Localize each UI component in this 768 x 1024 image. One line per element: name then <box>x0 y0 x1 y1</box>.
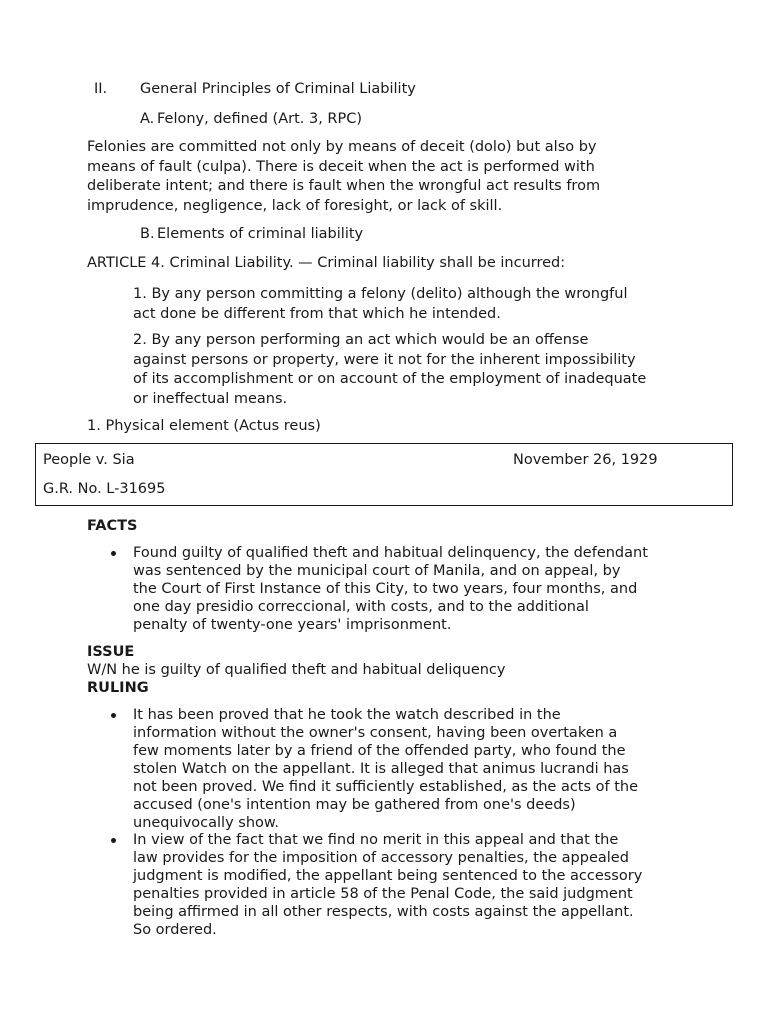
subsection-b-letter: B. <box>140 226 155 242</box>
paragraph-line: was sentenced by the municipal court of Manila, and on appeal, by <box>133 563 621 579</box>
subsection-a-title: Felony, defined (Art. 3, RPC) <box>157 111 363 127</box>
article-4-item-2 <box>133 331 646 409</box>
case-date: November 26, 1929 <box>513 452 658 468</box>
paragraph-line: not been proved. We find it sufficiently established, as the acts of the <box>133 779 639 795</box>
section-numeral: II. <box>94 81 108 97</box>
ruling-heading: RULING <box>87 680 149 696</box>
paragraph-line: being affirmed in all other respects, with costs against the appellant. <box>133 904 634 920</box>
issue-heading: ISSUE <box>87 644 135 660</box>
paragraph-line: penalties provided in article 58 of the Penal Code, the said judgment <box>133 886 633 902</box>
paragraph-line: law provides for the imposition of accessory penalties, the appealed <box>133 850 629 866</box>
felony-definition-paragraph <box>87 138 600 216</box>
paragraph-line: penalty of twenty-one years' imprisonment. <box>133 617 452 633</box>
issue-text: W/N he is guilty of qualified theft and habitual deliquency <box>87 662 506 678</box>
ruling-bullet-2 <box>133 831 642 939</box>
paragraph-line: In view of the fact that we find no merit in this appeal and that the <box>133 832 619 848</box>
paragraph-line: Felonies are committed not only by means of deceit (dolo) but also by <box>87 139 597 155</box>
paragraph-line: of its accomplishment or on account of the employment of inadequate <box>133 371 647 388</box>
paragraph-line: It has been proved that he took the watch described in the <box>133 707 561 723</box>
paragraph-line: or ineffectual means. <box>133 390 288 407</box>
paragraph-line: against persons or property, were it not for the inherent impossibility <box>133 351 636 368</box>
paragraph-line: information without the owner's consent, having been overtaken a <box>133 725 618 741</box>
article-4-heading: ARTICLE 4. Criminal Liability. — Criminal liability shall be incurred: <box>87 255 566 271</box>
paragraph-line: one day presidio correccional, with costs, and to the additional <box>133 599 589 615</box>
case-header-box <box>35 443 733 506</box>
bullet-dot-icon <box>111 551 116 556</box>
paragraph-line: 1. By any person committing a felony (delito) although the wrongful <box>133 286 628 302</box>
facts-bullet-1 <box>133 544 648 634</box>
paragraph-line: judgment is modified, the appellant being sentenced to the accessory <box>133 868 643 884</box>
case-gr-number: G.R. No. L-31695 <box>43 481 166 497</box>
paragraph-line: deliberate intent; and there is fault when the wrongful act results from <box>87 178 601 195</box>
bullet-dot-icon <box>111 838 116 843</box>
paragraph-line: act done be different from that which he intended. <box>133 305 501 322</box>
paragraph-line: So ordered. <box>133 922 217 938</box>
paragraph-line: stolen Watch on the appellant. It is alleged that animus lucrandi has <box>133 761 629 777</box>
section-title: General Principles of Criminal Liability <box>140 81 416 97</box>
paragraph-line: few moments later by a friend of the offended party, who found the <box>133 743 626 759</box>
ruling-bullet-1 <box>133 706 638 832</box>
bullet-dot-icon <box>111 713 116 718</box>
paragraph-line: accused (one's intention may be gathered from one's deeds) <box>133 797 576 813</box>
paragraph-line: means of fault (culpa). There is deceit when the act is performed with <box>87 158 595 175</box>
paragraph-line: Found guilty of qualified theft and habitual delinquency, the defendant <box>133 545 648 561</box>
paragraph-line: unequivocally show. <box>133 815 280 831</box>
case-name: People v. Sia <box>43 452 135 468</box>
subsection-b-title: Elements of criminal liability <box>157 226 364 242</box>
physical-element-heading: 1. Physical element (Actus reus) <box>87 418 321 434</box>
paragraph-line: 2. By any person performing an act which would be an offense <box>133 332 589 348</box>
paragraph-line: imprudence, negligence, lack of foresight, or lack of skill. <box>87 197 503 214</box>
article-4-item-1 <box>133 285 628 324</box>
subsection-a-letter: A. <box>140 111 155 127</box>
paragraph-line: the Court of First Instance of this City, to two years, four months, and <box>133 581 638 597</box>
facts-heading: FACTS <box>87 518 138 534</box>
